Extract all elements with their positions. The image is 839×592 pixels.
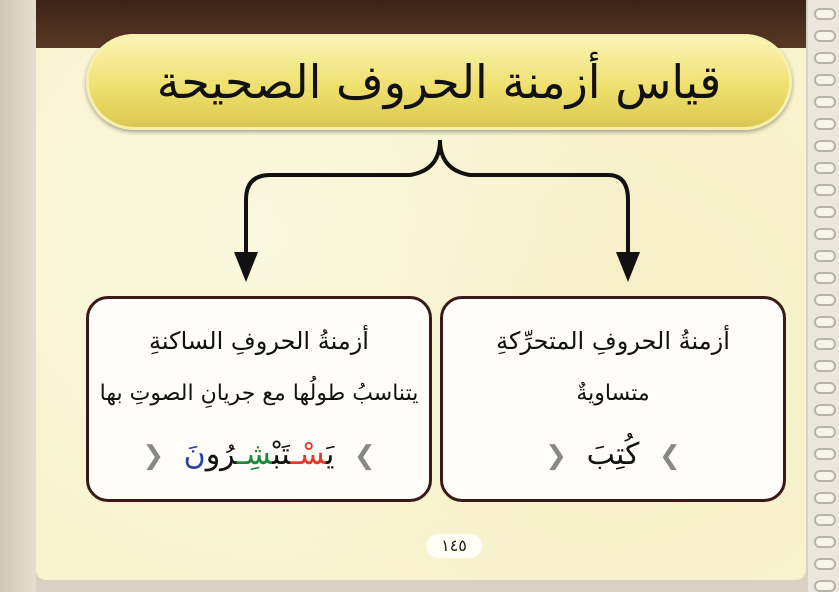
- example-segment: رُو: [205, 437, 237, 472]
- box-right-example: كُتِبَ: [586, 437, 640, 472]
- box-moving-letters: [440, 296, 786, 502]
- box-right-description: متساويةٌ: [576, 381, 650, 406]
- ornament-bracket-icon: ❯: [353, 441, 376, 471]
- ornament-bracket-icon: ❮: [142, 441, 165, 471]
- example-segment: يَ: [325, 437, 335, 472]
- example-segment: تَبْ: [272, 437, 291, 472]
- box-left-heading: أزمنةُ الحروفِ الساكنةِ: [149, 327, 369, 355]
- page-number: ١٤٥: [426, 534, 482, 558]
- arrow-right-head: [616, 252, 640, 282]
- box-right-example-row: [443, 437, 783, 472]
- example-segment-red: سْـ: [290, 437, 326, 472]
- example-segment-green: شِـ: [236, 437, 273, 472]
- box-left-description: يتناسبُ طولُها مع جريانِ الصوتِ بها: [99, 381, 419, 406]
- box-silent-letters: [86, 296, 432, 502]
- brace-connector: [246, 140, 440, 262]
- arrow-left-head: [234, 252, 258, 282]
- box-left-example: [184, 437, 335, 472]
- ornament-bracket-icon: ❯: [658, 441, 681, 471]
- box-left-example-row: [89, 437, 429, 472]
- ornament-bracket-icon: ❮: [545, 441, 568, 471]
- box-right-heading: أزمنةُ الحروفِ المتحرِّكةِ: [496, 327, 730, 355]
- page-title: قياس أزمنة الحروف الصحيحة: [156, 55, 722, 109]
- example-segment-blue: نَ: [183, 437, 206, 472]
